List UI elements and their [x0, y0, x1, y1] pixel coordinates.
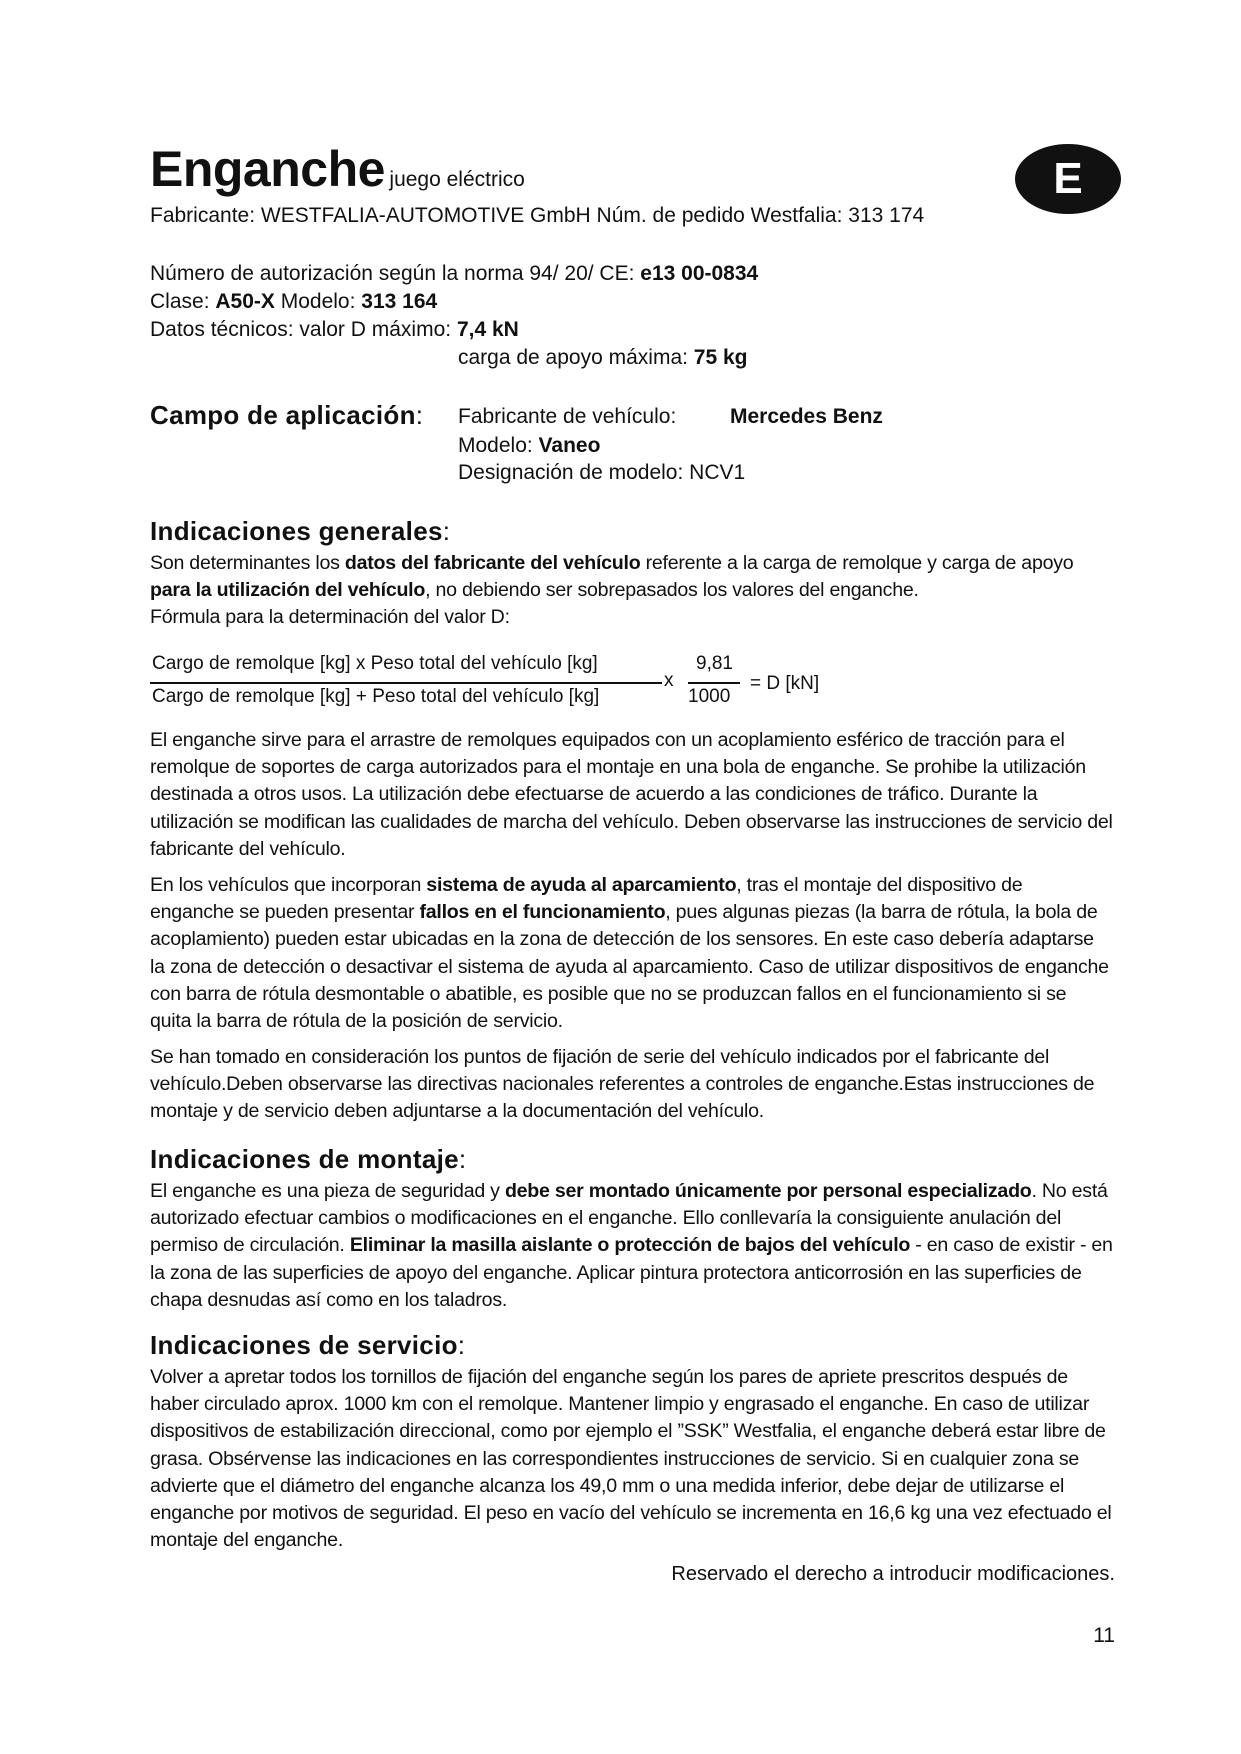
text-run-bold: para la utilización del vehículo [150, 579, 426, 602]
vehicle-model-value: Vaneo [538, 434, 601, 457]
text-run: El enganche es una pieza de seguridad y [150, 1180, 505, 1202]
approval-number-line [150, 260, 758, 288]
approval-number-value: e13 00-0834 [640, 262, 759, 285]
text-run: , pues algunas piezas (la barra de rótula, la bola de acoplamiento) pueden estar ubicadas en la zona de detección de los sensores. En este caso debería adaptarse la zona de detección o desactivar el sistema de ayuda al aparcamiento. Caso de utilizar dispositivos de enganche con barra de rótula desmontable o abatible, es posible que no se produzcan fallos en el funcionamiento si se quita la barra de rótula de la posición de servicio. [150, 901, 1109, 1033]
service-heading-colon: : [457, 1330, 466, 1360]
text-run-bold: fallos en el funcionamiento [419, 901, 666, 924]
mounting-heading [150, 1144, 466, 1175]
text-run: , no debiendo ser sobrepasados los valores del enganche. [425, 579, 919, 602]
application-heading [150, 400, 423, 431]
language-badge: E [1015, 144, 1121, 214]
model-label: Modelo: [274, 290, 362, 313]
service-heading-text: Indicaciones de servicio [150, 1330, 458, 1360]
vehicle-model-label: Modelo: [458, 434, 539, 457]
formula-factor-numerator: 9,81 [696, 653, 733, 674]
text-run: , tras el montaje del dispositivo de enganche se pueden presentar [150, 874, 1023, 924]
formula-fraction-line [150, 682, 662, 684]
text-run: referente a la carga de remolque y carga de apoyo [640, 552, 1074, 574]
designation-value: NCV1 [689, 461, 746, 484]
d-value: 7,4 kN [456, 318, 519, 341]
class-label: Clase: [150, 290, 216, 313]
text-run: - en caso de existir - en la zona de las superficies de apoyo del enganche. Aplicar pintura protectora anticorrosión en las superficies de chapa desnudas así como en los taladros. [150, 1234, 1113, 1311]
model-value: 313 164 [361, 290, 438, 313]
vehicle-maker-value: Mercedes Benz [730, 405, 883, 428]
formula-times: x [664, 670, 674, 691]
page-number: 11 [1093, 1624, 1115, 1647]
approval-number-label: Número de autorización según la norma 94/ 20/ CE: [150, 262, 641, 285]
formula-intro: Fórmula para la determinación del valor D: [150, 606, 510, 629]
designation-label: Designación de modelo: [458, 461, 690, 484]
title-main: Enganche [150, 141, 385, 197]
general-paragraph-1 [150, 550, 1110, 632]
service-paragraph: Volver a apretar todos los tornillos de fijación del enganche según los pares de apriete prescritos después de haber circulado aprox. 1000 km con el remolque. Mantener limpio y engrasado el enganche. En caso de utilizar dispositivos de estabilización direccional, como por ejemplo el ”SSK” Westfalia, el enganche deberá estar libre de grasa. Obsérvense las indicaciones en las correspondientes instrucciones de servicio. Si en cualquier zona se advierte que el diámetro del enganche alcanza los 49,0 mm o una medida inferior, debe dejar de utilizarse el enganche por motivos de seguridad. El peso en vacío del vehículo se incrementa en 16,6 kg una vez efectuado el montaje del enganche. [150, 1366, 1112, 1552]
vehicle-maker-label: Fabricante de vehículo: [458, 405, 677, 428]
application-heading-colon: : [415, 400, 424, 430]
text-run: Son determinantes los [150, 552, 345, 574]
text-run-bold: sistema de ayuda al aparcamiento [426, 874, 737, 896]
general-heading-colon: : [442, 516, 451, 546]
service-heading [150, 1330, 465, 1361]
mounting-heading-colon: : [458, 1144, 467, 1174]
text-run: En los vehículos que incorporan [150, 874, 427, 896]
general-heading [150, 516, 450, 547]
support-value: 75 kg [693, 346, 748, 369]
designation-line [458, 459, 745, 487]
formula-result: = D [kN] [750, 673, 820, 694]
text-run: . No está autorizado efectuar cambios o modificaciones en el enganche. Ello conllevaría la consiguiente anulación del permiso de circulación. [150, 1180, 1108, 1257]
formula-numerator: Cargo de remolque [kg] x Peso total del vehículo [kg] [152, 653, 598, 674]
text-run-bold: debe ser montado únicamente por personal especializado [504, 1180, 1032, 1202]
mounting-paragraph [150, 1178, 1122, 1314]
formula-factor-denominator: 1000 [688, 686, 731, 707]
manufacturer-line: Fabricante: WESTFALIA-AUTOMOTIVE GmbH Núm. de pedido Westfalia: 313 174 [150, 204, 925, 227]
tech-label: Datos técnicos: valor D máximo: [150, 318, 457, 341]
footer-note: Reservado el derecho a introducir modificaciones. [671, 1563, 1115, 1585]
formula-denominator: Cargo de remolque [kg] + Peso total del vehículo [kg] [152, 686, 600, 707]
class-model-line [150, 288, 437, 316]
class-value: A50-X [215, 290, 275, 313]
text-run-bold: datos del fabricante del vehículo [344, 552, 641, 574]
general-paragraph-3 [150, 872, 1110, 1035]
general-paragraph-2: El enganche sirve para el arrastre de remolques equipados con un acoplamiento esférico de tracción para el remolque de soportes de carga autorizados para el montaje en una bola de enganche. Se prohibe la utilización destinada a otros usos. La utilización debe efectuarse de acuerdo a las condiciones de tráfico. Durante la utilización se modifican las cualidades de marcha del vehículo. Deben observarse las instrucciones de servicio del fabricante del vehículo. [150, 729, 1113, 860]
text-run-bold: Eliminar la masilla aislante o protección de bajos del vehículo [349, 1234, 911, 1257]
title-subtitle: juego eléctrico [389, 168, 525, 191]
application-heading-text: Campo de aplicación [150, 400, 416, 430]
vehicle-model-line [458, 432, 600, 460]
support-label: carga de apoyo máxima: [458, 346, 694, 369]
support-load-line [458, 344, 748, 372]
document-title [150, 140, 525, 198]
tech-data-line [150, 316, 519, 344]
mounting-heading-text: Indicaciones de montaje [150, 1144, 459, 1174]
formula-factor-line [688, 682, 740, 684]
general-heading-text: Indicaciones generales [150, 516, 443, 546]
general-paragraph-4: Se han tomado en consideración los puntos de fijación de serie del vehículo indicados por el fabricante del vehículo.Deben observarse las directivas nacionales referentes a controles de enganche.Estas instrucciones de montaje y de servicio deben adjuntarse a la documentación del vehículo. [150, 1046, 1095, 1123]
